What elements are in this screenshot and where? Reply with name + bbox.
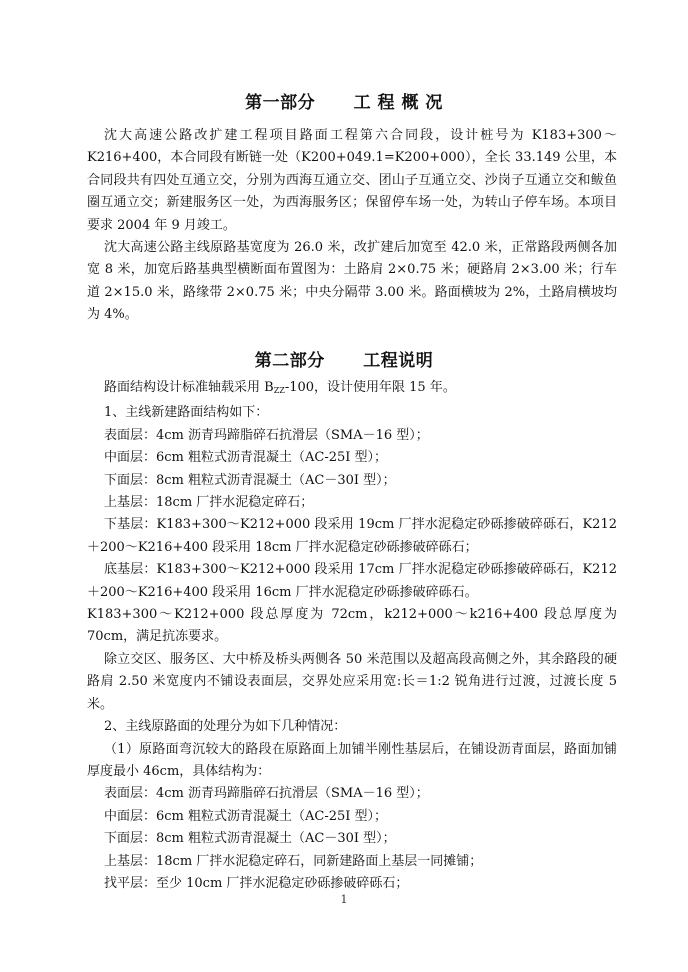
intro-prefix: 路面结构设计标准轴载采用 B xyxy=(104,380,274,395)
part2-paragraph: 下基层：K183+300～K212+000 段采用 19cm 厂拌水泥稳定砂砾掺破碎砾石，K212＋200～K216+400 段采用 18cm 厂拌水泥稳定砂砾掺破碎砾石； xyxy=(87,517,617,555)
part2-paragraph: 上基层：18cm 厂拌水泥稳定碎石； xyxy=(104,495,314,511)
part1-title: 第一部分 工 程 概 况 xyxy=(245,93,443,113)
part2-paragraph: 2、主线原路面的处理分为如下几种情况： xyxy=(104,719,347,735)
intro-suffix: -100，设计使用年限 15 年。 xyxy=(284,380,456,395)
part2-body xyxy=(87,377,617,895)
intro-subscript: ZZ xyxy=(273,386,285,395)
part2-title: 第二部分 工程说明 xyxy=(254,351,434,371)
part2-paragraph: （1）原路面弯沉较大的路段在原路面上加铺半刚性基层后，在铺设沥青面层，路面加铺厚度最小 46cm，具体结构为： xyxy=(87,741,617,779)
part2-paragraph: 底基层：K183+300～K212+000 段采用 17cm 厂拌水泥稳定砂砾掺破碎砾石，K212＋200～K216+400 段采用 16cm 厂拌水泥稳定砂砾掺破碎砾石。 xyxy=(87,562,617,600)
part2-paragraph: 表面层：4cm 沥青玛蹄脂碎石抗滑层（SMA－16 型）； xyxy=(104,786,429,802)
part2-paragraph: 下面层：8cm 粗粒式沥青混凝土（AC－30I 型）； xyxy=(104,472,396,488)
part1-paragraph-2: 沈大高速公路主线原路基宽度为 26.0 米，改扩建后加宽至 42.0 米，正常路段两侧各加宽 8 米，加宽后路基典型横断面布置图为：土路肩 2×0.75 米；硬路肩 2×3.00 米；行车道 2×15.0 米，路缘带 2×0.75 米；中央分隔带 3.00 米。路面横坡为 2%，土路肩横坡均为 4%。 xyxy=(87,240,617,323)
part1-paragraph-1: 沈大高速公路改扩建工程项目路面工程第六合同段，设计桩号为 K183+300～K216+400，本合同段有断链一处（K200+049.1=K200+000），全长 33.149 公里，本合同段共有四处互通立交，分别为西海互通立交、团山子互通立交、沙岗子互通立交和鲅鱼圈互通立交；新建服务区一处，为西海服务区；保留停车场一处，为转山子停车场。本项目要求 2004 年 9 月竣工。 xyxy=(87,128,617,233)
part2-paragraph: 下面层：8cm 粗粒式沥青混凝土（AC－30I 型）； xyxy=(104,831,396,847)
part2-paragraph: 上基层：18cm 厂拌水泥稳定碎石，同新建路面上基层一同摊铺； xyxy=(104,853,483,869)
part1-body xyxy=(87,125,617,327)
part2-paragraph: 除立交区、服务区、大中桥及桥头两侧各 50 米范围以及超高段高侧之外，其余路段的硬路肩 2.50 米宽度内不铺设表面层，交界处应采用宽:长＝1:2 锐角进行过渡，过渡长度 5 米。 xyxy=(87,651,617,712)
page-number: 1 xyxy=(340,893,348,906)
part2-paragraph: 表面层：4cm 沥青玛蹄脂碎石抗滑层（SMA－16 型）； xyxy=(104,427,429,443)
part2-paragraph: 中面层：6cm 粗粒式沥青混凝土（AC-25I 型）； xyxy=(104,808,388,824)
part2-paragraph: K183+300～K212+000 段总厚度为 72cm，k212+000～k216+400 段总厚度为 70cm，满足抗冻要求。 xyxy=(87,607,617,645)
part2-intro xyxy=(87,377,617,402)
part2-paragraph: 1、主线新建路面结构如下： xyxy=(104,405,269,421)
part2-paragraph: 中面层：6cm 粗粒式沥青混凝土（AC-25I 型）； xyxy=(104,450,388,466)
part2-paragraph: 找平层：至少 10cm 厂拌水泥稳定砂砾掺破碎砾石； xyxy=(104,875,409,891)
